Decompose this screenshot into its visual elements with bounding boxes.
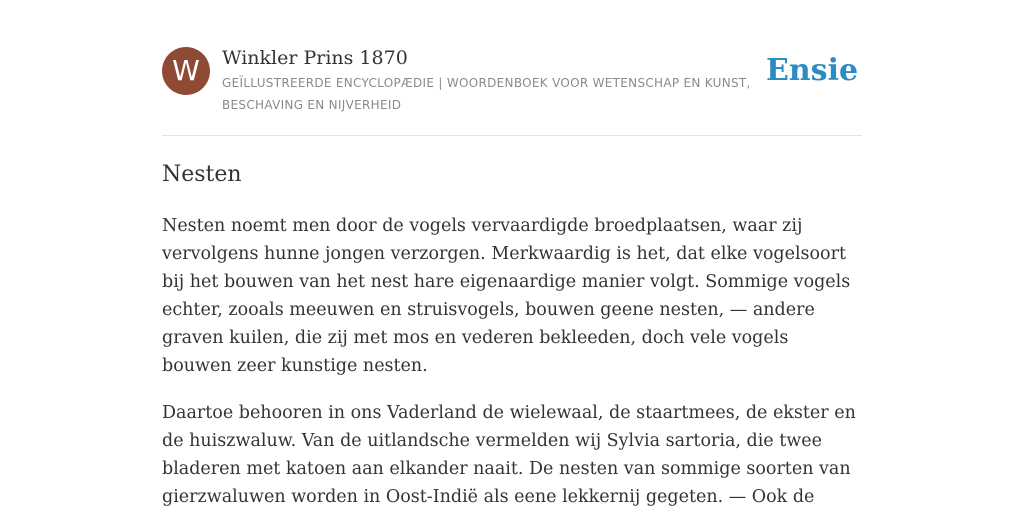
page — [162, 0, 862, 512]
ensie-logo[interactable]: Ensie — [766, 53, 859, 88]
article-body — [162, 212, 862, 530]
source-avatar[interactable]: W — [162, 47, 210, 95]
article-paragraph: Nesten noemt men door de vogels vervaardigde broedplaatsen, waar zij vervolgens hunne jongen verzorgen. Merkwaardig is het, dat elke vogelsoort bij het bouwen van het nest hare eigenaardige manier volgt. Sommige vogels echter, zooals meeuwen en struisvogels, bouwen geene nesten, — andere graven kuilen, die zij met mos en vederen bekleeden, doch vele vogels bouwen zeer kunstige nesten. — [162, 216, 851, 376]
article-title: Nesten — [162, 162, 242, 187]
source-title[interactable]: Winkler Prins 1870 — [222, 47, 408, 69]
source-subtitle: GEÏLLUSTREERDE ENCYCLOPÆDIE | WOORDENBOEK VOOR WETENSCHAP EN KUNST, BESCHAVING EN NIJVERHEID — [222, 76, 751, 112]
article-paragraph: Daartoe behooren in ons Vaderland de wielewaal, de staartmees, de ekster en de huiszwaluw. Van de uitlandsche vermelden wij Sylvia sartoria, die twee bladeren met katoen aan elkander naait. De nesten van sommige soorten van gierzwaluwen worden in Oost-Indië als eene lekkernij gegeten. — Ook de — [162, 403, 856, 507]
source-header — [162, 46, 862, 116]
header-divider — [162, 135, 862, 136]
